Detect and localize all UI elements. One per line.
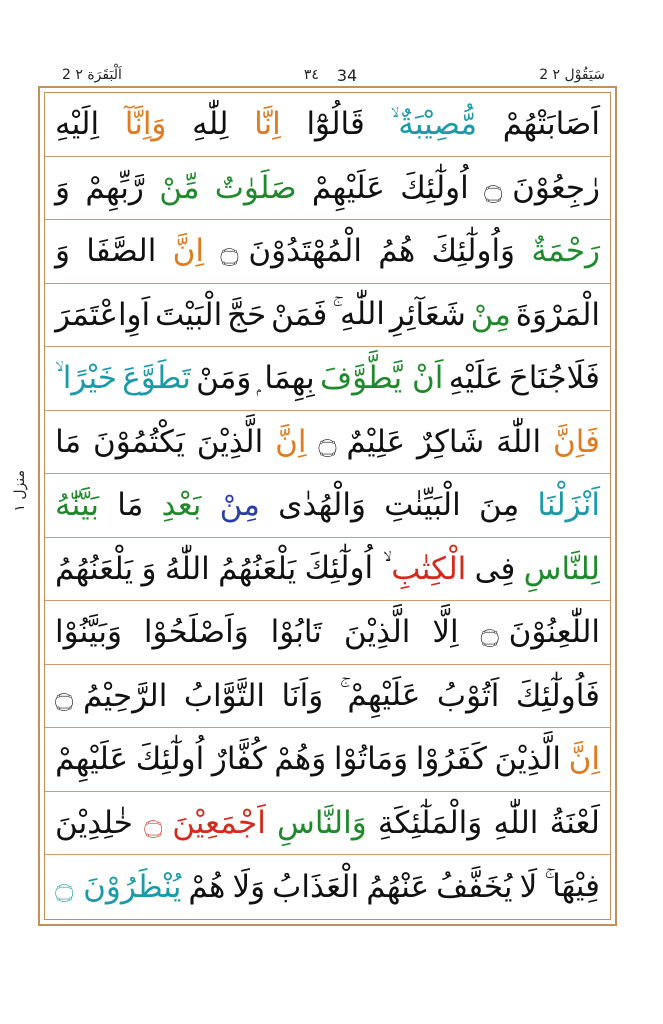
word: الرَّحِيْمُ ۝ — [55, 677, 168, 714]
word: مَا — [55, 423, 82, 460]
word: فَمَنْ — [271, 296, 328, 333]
page-header — [62, 64, 605, 86]
word: يَلْعَنُهُمُ — [55, 550, 134, 587]
word: اللّٰهُ — [164, 550, 210, 587]
word: فِيْهَا ۚ — [544, 868, 600, 905]
word: الْكِتٰبِ — [391, 550, 467, 587]
word: عَنْهُمُ — [366, 868, 430, 905]
text-line — [45, 93, 610, 157]
text-line — [45, 411, 610, 475]
word: وَاُولٰٓئِكَ — [431, 233, 516, 270]
page-number-group — [304, 66, 357, 85]
word: مَا — [117, 487, 144, 524]
word: وَهُمْ — [274, 741, 327, 778]
text-line — [45, 157, 610, 221]
word: الصَّفَا — [86, 233, 157, 270]
arabic-page-number: ٣٤ — [303, 67, 319, 83]
page-number: 34 — [336, 65, 358, 85]
text-line — [45, 284, 610, 348]
text-line — [45, 665, 610, 729]
word: وَاِنَّآ — [124, 106, 167, 143]
word: مِّنْ — [159, 169, 200, 206]
word: عَلَيْهِمْ ۚ — [339, 677, 421, 714]
word: قَالُوْٓا — [306, 106, 365, 143]
word: بِهِمَا ۭ — [256, 359, 315, 396]
word: اَنْزَلْنَا — [537, 487, 600, 524]
word: عَلِيْمٌ ۝ — [318, 423, 406, 460]
word: مِنْ — [470, 296, 511, 333]
word: رَحْمَةٌ — [531, 233, 600, 270]
word: فَلَاجُنَاحَ — [508, 360, 600, 397]
word: وَلَا — [232, 868, 266, 905]
word: تَطَوَّعَ — [122, 360, 191, 397]
word: هُمْ — [188, 868, 226, 905]
word: رٰجِعُوْنَ ۝ — [484, 169, 600, 206]
word: مِنْ — [219, 487, 260, 524]
word: اِلَيْهِ — [55, 106, 100, 143]
word: وَ — [55, 233, 71, 270]
word: اللّٰعِنُوْنَ ۝ — [480, 614, 600, 651]
word: وَاَنَا — [281, 677, 324, 714]
text-line — [45, 220, 610, 284]
word: بَيَّنّٰهُ — [55, 487, 100, 524]
text-line — [45, 601, 610, 665]
word: مِنَ — [478, 487, 520, 524]
word: هُمُ — [378, 233, 416, 270]
text-line — [45, 728, 610, 792]
word: وَبَيَّنُوْا — [55, 614, 122, 651]
word: اُولٰٓئِكَ — [400, 169, 469, 206]
word: خَيْرًا ۙ — [55, 359, 118, 396]
word: الْبَيِّنٰتِ — [384, 487, 461, 524]
word: وَالْهُدٰى — [278, 487, 366, 524]
word: الَّذِيْنَ — [343, 614, 411, 651]
word: لِلّٰهِ — [192, 106, 229, 143]
word: صَلَوٰتٌ — [214, 169, 297, 206]
text-line — [45, 855, 610, 919]
text-line — [45, 792, 610, 856]
word: وَ — [55, 169, 71, 206]
word: حَجَّ — [227, 296, 267, 333]
word: وَمَاتُوْا — [333, 741, 409, 778]
word: وَ — [141, 550, 157, 587]
word: اللّٰهِ — [493, 804, 539, 841]
manzil-marker: منزل ١ — [12, 470, 28, 512]
word: كُفَّارٌ — [211, 741, 267, 778]
word: اَجْمَعِيْنَ ۝ — [144, 804, 266, 841]
word: اِنَّا — [254, 106, 281, 143]
word: يَلْعَنُهُمُ — [218, 550, 297, 587]
word: وَاَصْلَحُوْا — [143, 614, 249, 651]
word: اِنَّ — [172, 233, 205, 270]
word: اِنَّ — [568, 741, 600, 778]
word: عَلَيْهِمْ — [311, 169, 385, 206]
word: اَوِاعْتَمَرَ — [55, 296, 151, 333]
text-line — [45, 538, 610, 602]
word: اِنَّ — [275, 423, 307, 460]
word: لَا — [519, 868, 538, 905]
word: عَلَيْهِمْ — [55, 741, 129, 778]
word: ۙ اُولٰٓئِكَ — [304, 550, 383, 587]
word: يَكْتُمُوْنَ — [93, 423, 185, 460]
word: وَالْمَلٰٓئِكَةِ — [377, 804, 483, 841]
word: يُخَفَّفُ — [436, 868, 513, 905]
word: لَعْنَةُ — [549, 804, 600, 841]
word: خٰلِدِيْنَ — [55, 804, 133, 841]
word: اَتُوْبُ — [436, 677, 500, 714]
word: الَّذِيْنَ — [196, 423, 264, 460]
word: التَّوَّابُ — [183, 677, 266, 714]
word: اَصَابَتْهُمْ — [502, 106, 600, 143]
word: اللّٰهَ — [496, 423, 542, 460]
word: كَفَرُوْا — [415, 741, 487, 778]
word: رَّبِّهِمْ — [85, 169, 144, 206]
word: يُنْظَرُوْنَ ۝ — [55, 868, 182, 905]
word: الْمُهْتَدُوْنَ ۝ — [220, 233, 362, 270]
word: اَنْ يَّطَّوَّفَ — [319, 360, 444, 397]
word: الَّذِيْنَ — [494, 741, 562, 778]
text-line — [45, 347, 610, 411]
word: اللّٰهِ ۚ — [332, 296, 385, 333]
word: تَابُوْا — [270, 614, 322, 651]
word: وَالنَّاسِ — [277, 804, 367, 841]
juz-name-label: 2 سَيَقُوْل ٢ — [539, 67, 605, 83]
word: فِى — [474, 550, 516, 587]
word: عَلَيْهِ — [448, 360, 504, 397]
word: الْعَذَابُ — [272, 868, 360, 905]
word: اُولٰٓئِكَ — [135, 741, 205, 778]
word: فَاُولٰٓئِكَ — [515, 677, 600, 714]
word: شَعَآئِرِ — [389, 296, 466, 333]
word: الْبَيْتَ — [154, 296, 223, 333]
word: شَاكِرٌ — [417, 423, 485, 460]
surah-name-label: 2 اَلْبَقَرَة ٢ — [62, 67, 122, 83]
quran-text-body — [45, 93, 610, 919]
word: مُّصِيْبَةٌ ۙ — [390, 105, 478, 142]
text-line — [45, 474, 610, 538]
word: الْمَرْوَةَ — [515, 296, 600, 333]
word: لِلنَّاسِ — [523, 550, 600, 587]
word: وَمَنْ — [196, 360, 252, 397]
word: بَعْدِ — [161, 487, 202, 524]
word: فَاِنَّ — [552, 423, 600, 460]
word: اِلَّا — [432, 614, 459, 651]
